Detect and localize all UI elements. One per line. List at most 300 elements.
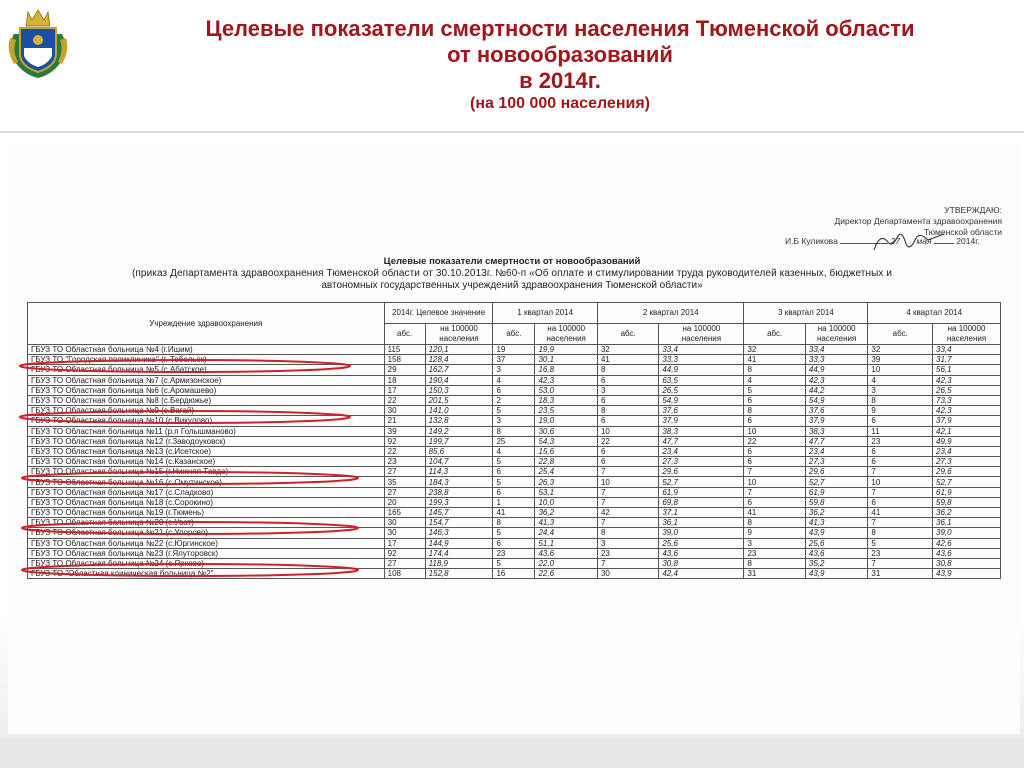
abs-cell: 10 xyxy=(868,477,933,487)
per100k-cell: 53,0 xyxy=(535,385,598,395)
header-q4: 4 квартал 2014 xyxy=(868,303,1001,324)
table-row xyxy=(28,497,1001,507)
per100k-cell: 37,6 xyxy=(659,406,744,416)
per100k-cell: 114,3 xyxy=(425,467,493,477)
abs-cell: 7 xyxy=(868,487,933,497)
per100k-cell: 199,7 xyxy=(425,436,493,446)
per100k-cell: 56,1 xyxy=(933,365,1001,375)
abs-cell: 23 xyxy=(384,457,425,467)
targets-table xyxy=(27,302,1001,579)
table-row xyxy=(28,508,1001,518)
per100k-cell: 61,9 xyxy=(933,487,1001,497)
abs-cell: 32 xyxy=(744,345,805,355)
per100k-cell: 30,6 xyxy=(535,426,598,436)
per100k-cell: 59,8 xyxy=(933,497,1001,507)
institution-cell: ГБУЗ ТО Областная больница №12 (г.Заводоуковск) xyxy=(28,436,385,446)
per100k-cell: 43,9 xyxy=(805,528,868,538)
per100k-cell: 18,3 xyxy=(535,395,598,405)
header-per100k: на 100000 населения xyxy=(933,324,1001,345)
abs-cell: 7 xyxy=(868,518,933,528)
slide-title xyxy=(110,16,1010,114)
per100k-cell: 61,9 xyxy=(659,487,744,497)
institution-cell: ГБУЗ ТО Областная больница №19 (г.Тюмень) xyxy=(28,508,385,518)
approval-line-1: УТВЕРЖДАЮ: xyxy=(944,205,1002,215)
abs-cell: 6 xyxy=(597,375,658,385)
abs-cell: 108 xyxy=(384,569,425,579)
per100k-cell: 43,6 xyxy=(933,548,1001,558)
institution-cell: ГБУЗ ТО Областная больница №21 (с.Упорово) xyxy=(28,528,385,538)
abs-cell: 21 xyxy=(384,416,425,426)
abs-cell: 23 xyxy=(868,436,933,446)
abs-cell: 7 xyxy=(868,467,933,477)
per100k-cell: 19,9 xyxy=(535,345,598,355)
abs-cell: 17 xyxy=(384,538,425,548)
abs-cell: 6 xyxy=(744,395,805,405)
abs-cell: 3 xyxy=(744,538,805,548)
abs-cell: 92 xyxy=(384,436,425,446)
abs-cell: 22 xyxy=(384,395,425,405)
abs-cell: 8 xyxy=(597,365,658,375)
per100k-cell: 44,9 xyxy=(805,365,868,375)
abs-cell: 30 xyxy=(384,518,425,528)
per100k-cell: 43,6 xyxy=(659,548,744,558)
abs-cell: 8 xyxy=(744,518,805,528)
per100k-cell: 25,6 xyxy=(805,538,868,548)
table-row xyxy=(28,467,1001,477)
abs-cell: 16 xyxy=(493,569,535,579)
per100k-cell: 44,9 xyxy=(659,365,744,375)
abs-cell: 158 xyxy=(384,355,425,365)
table-header-row-1 xyxy=(28,303,1001,324)
per100k-cell: 152,8 xyxy=(425,569,493,579)
institution-cell: ГБУЗ ТО Областная больница №7 (с.Армизонское) xyxy=(28,375,385,385)
title-divider xyxy=(0,131,1024,133)
institution-cell: ГБУЗ ТО Областная больница №10 (с.Викулово) xyxy=(28,416,385,426)
abs-cell: 8 xyxy=(868,395,933,405)
abs-cell: 42 xyxy=(597,508,658,518)
date-month: мая xyxy=(916,236,932,246)
per100k-cell: 36,1 xyxy=(659,518,744,528)
header-per100k: на 100000 населения xyxy=(535,324,598,345)
abs-cell: 10 xyxy=(744,477,805,487)
table-row xyxy=(28,416,1001,426)
per100k-cell: 37,9 xyxy=(659,416,744,426)
table-row xyxy=(28,569,1001,579)
per100k-cell: 43,9 xyxy=(933,569,1001,579)
per100k-cell: 146,3 xyxy=(425,528,493,538)
per100k-cell: 36,2 xyxy=(535,508,598,518)
abs-cell: 8 xyxy=(744,406,805,416)
abs-cell: 7 xyxy=(597,467,658,477)
abs-cell: 8 xyxy=(597,528,658,538)
per100k-cell: 26,3 xyxy=(535,477,598,487)
institution-cell: ГБУЗ ТО Областная больница №18 (с.Сорокино) xyxy=(28,497,385,507)
abs-cell: 37 xyxy=(493,355,535,365)
abs-cell: 6 xyxy=(744,446,805,456)
per100k-cell: 35,2 xyxy=(805,558,868,568)
institution-cell: ГБУЗ ТО "Областная клиническая больница №2" xyxy=(28,569,385,579)
institution-cell: ГБУЗ ТО Областная больница №4 (г.Ишим) xyxy=(28,345,385,355)
per100k-cell: 37,1 xyxy=(659,508,744,518)
per100k-cell: 118,9 xyxy=(425,558,493,568)
per100k-cell: 37,6 xyxy=(805,406,868,416)
per100k-cell: 27,3 xyxy=(933,457,1001,467)
abs-cell: 32 xyxy=(597,345,658,355)
per100k-cell: 39,0 xyxy=(659,528,744,538)
per100k-cell: 154,7 xyxy=(425,518,493,528)
per100k-cell: 63,5 xyxy=(659,375,744,385)
table-row xyxy=(28,548,1001,558)
table-row xyxy=(28,395,1001,405)
table-row xyxy=(28,365,1001,375)
per100k-cell: 37,9 xyxy=(805,416,868,426)
per100k-cell: 19,0 xyxy=(535,416,598,426)
per100k-cell: 29,6 xyxy=(933,467,1001,477)
per100k-cell: 190,4 xyxy=(425,375,493,385)
abs-cell: 8 xyxy=(597,406,658,416)
institution-cell: ГБУЗ ТО Областная больница №23 (г.Ялуторовск) xyxy=(28,548,385,558)
abs-cell: 23 xyxy=(868,548,933,558)
header-per100k: на 100000 населения xyxy=(805,324,868,345)
per100k-cell: 52,7 xyxy=(659,477,744,487)
per100k-cell: 174,4 xyxy=(425,548,493,558)
date-day: 27 xyxy=(890,236,901,246)
abs-cell: 6 xyxy=(868,457,933,467)
abs-cell: 6 xyxy=(744,416,805,426)
abs-cell: 7 xyxy=(597,497,658,507)
abs-cell: 7 xyxy=(597,487,658,497)
per100k-cell: 39,0 xyxy=(933,528,1001,538)
table-row xyxy=(28,375,1001,385)
per100k-cell: 29,6 xyxy=(805,467,868,477)
per100k-cell: 33,4 xyxy=(933,345,1001,355)
abs-cell: 22 xyxy=(384,446,425,456)
abs-cell: 22 xyxy=(597,436,658,446)
document-subheading-1: (приказ Департамента здравоохранения Тюменской области от 30.10.2013г. №60-п «Об оплате и стимулировании труда руководителей казенных, бюджетных и xyxy=(131,268,893,279)
title-line-2: от новообразований xyxy=(447,42,673,67)
per100k-cell: 104,7 xyxy=(425,457,493,467)
per100k-cell: 30,8 xyxy=(659,558,744,568)
institution-cell: ГБУЗ ТО Областная больница №6 (с.Аромашево) xyxy=(28,385,385,395)
per100k-cell: 201,5 xyxy=(425,395,493,405)
per100k-cell: 43,6 xyxy=(535,548,598,558)
header-abs: абс. xyxy=(384,324,425,345)
per100k-cell: 27,3 xyxy=(659,457,744,467)
table-row xyxy=(28,528,1001,538)
abs-cell: 3 xyxy=(868,385,933,395)
abs-cell: 25 xyxy=(493,436,535,446)
abs-cell: 27 xyxy=(384,487,425,497)
abs-cell: 5 xyxy=(493,457,535,467)
header-abs: абс. xyxy=(493,324,535,345)
abs-cell: 6 xyxy=(597,395,658,405)
per100k-cell: 23,4 xyxy=(659,446,744,456)
abs-cell: 6 xyxy=(493,385,535,395)
per100k-cell: 29,6 xyxy=(659,467,744,477)
per100k-cell: 59,8 xyxy=(805,497,868,507)
per100k-cell: 52,7 xyxy=(805,477,868,487)
abs-cell: 27 xyxy=(384,558,425,568)
abs-cell: 17 xyxy=(384,385,425,395)
per100k-cell: 22,6 xyxy=(535,569,598,579)
per100k-cell: 36,2 xyxy=(933,508,1001,518)
table-row xyxy=(28,477,1001,487)
abs-cell: 8 xyxy=(744,558,805,568)
per100k-cell: 33,3 xyxy=(659,355,744,365)
per100k-cell: 23,4 xyxy=(805,446,868,456)
abs-cell: 32 xyxy=(868,345,933,355)
per100k-cell: 15,6 xyxy=(535,446,598,456)
coat-of-arms-icon xyxy=(8,4,68,82)
per100k-cell: 42,3 xyxy=(933,375,1001,385)
abs-cell: 30 xyxy=(384,528,425,538)
abs-cell: 3 xyxy=(493,416,535,426)
abs-cell: 6 xyxy=(868,416,933,426)
abs-cell: 35 xyxy=(384,477,425,487)
per100k-cell: 23,4 xyxy=(933,446,1001,456)
abs-cell: 5 xyxy=(493,528,535,538)
per100k-cell: 128,4 xyxy=(425,355,493,365)
per100k-cell: 30,8 xyxy=(933,558,1001,568)
per100k-cell: 27,3 xyxy=(805,457,868,467)
per100k-cell: 42,4 xyxy=(659,569,744,579)
per100k-cell: 145,7 xyxy=(425,508,493,518)
per100k-cell: 33,4 xyxy=(805,345,868,355)
per100k-cell: 16,8 xyxy=(535,365,598,375)
per100k-cell: 44,2 xyxy=(805,385,868,395)
abs-cell: 30 xyxy=(597,569,658,579)
per100k-cell: 33,3 xyxy=(805,355,868,365)
per100k-cell: 43,9 xyxy=(805,569,868,579)
abs-cell: 5 xyxy=(493,558,535,568)
abs-cell: 41 xyxy=(744,355,805,365)
abs-cell: 4 xyxy=(744,375,805,385)
abs-cell: 3 xyxy=(493,365,535,375)
abs-cell: 29 xyxy=(384,365,425,375)
header-q2: 2 квартал 2014 xyxy=(597,303,744,324)
abs-cell: 10 xyxy=(868,365,933,375)
per100k-cell: 54,9 xyxy=(805,395,868,405)
abs-cell: 5 xyxy=(744,385,805,395)
abs-cell: 19 xyxy=(493,345,535,355)
document-heading: Целевые показатели смертности от новообразований xyxy=(383,256,641,267)
per100k-cell: 42,3 xyxy=(535,375,598,385)
abs-cell: 39 xyxy=(868,355,933,365)
header-abs: абс. xyxy=(597,324,658,345)
abs-cell: 23 xyxy=(597,548,658,558)
abs-cell: 39 xyxy=(384,426,425,436)
abs-cell: 2 xyxy=(493,395,535,405)
table-row xyxy=(28,518,1001,528)
abs-cell: 1 xyxy=(493,497,535,507)
table-row xyxy=(28,355,1001,365)
abs-cell: 10 xyxy=(744,426,805,436)
abs-cell: 5 xyxy=(868,538,933,548)
per100k-cell: 42,6 xyxy=(933,538,1001,548)
per100k-cell: 85,6 xyxy=(425,446,493,456)
header-q3: 3 квартал 2014 xyxy=(744,303,868,324)
abs-cell: 7 xyxy=(744,487,805,497)
abs-cell: 3 xyxy=(597,385,658,395)
abs-cell: 8 xyxy=(493,426,535,436)
document-subheading-2: автономных государственных учреждений здравоохранения Тюменской области» xyxy=(321,280,703,291)
per100k-cell: 54,3 xyxy=(535,436,598,446)
abs-cell: 30 xyxy=(384,406,425,416)
abs-cell: 41 xyxy=(868,508,933,518)
header-per100k: на 100000 населения xyxy=(425,324,493,345)
institution-cell: ГБУЗ ТО Областная больница №13 (с.Исетское) xyxy=(28,446,385,456)
per100k-cell: 23,5 xyxy=(535,406,598,416)
abs-cell: 41 xyxy=(597,355,658,365)
per100k-cell: 36,1 xyxy=(933,518,1001,528)
table-row xyxy=(28,345,1001,355)
abs-cell: 7 xyxy=(868,558,933,568)
date-year: 2014г. xyxy=(956,236,980,246)
per100k-cell: 38,3 xyxy=(805,426,868,436)
abs-cell: 11 xyxy=(868,426,933,436)
per100k-cell: 47,7 xyxy=(805,436,868,446)
per100k-cell: 69,8 xyxy=(659,497,744,507)
table-row xyxy=(28,538,1001,548)
per100k-cell: 47,7 xyxy=(659,436,744,446)
per100k-cell: 26,5 xyxy=(933,385,1001,395)
header-institution: Учреждение здравоохранения xyxy=(28,303,385,345)
per100k-cell: 144,9 xyxy=(425,538,493,548)
abs-cell: 4 xyxy=(493,375,535,385)
abs-cell: 27 xyxy=(384,467,425,477)
per100k-cell: 61,9 xyxy=(805,487,868,497)
abs-cell: 4 xyxy=(493,446,535,456)
abs-cell: 41 xyxy=(744,508,805,518)
institution-cell: ГБУЗ ТО Областная больница №22 (с.Юргинское) xyxy=(28,538,385,548)
institution-cell: ГБУЗ ТО Областная больница №5 (с.Абатское) xyxy=(28,365,385,375)
abs-cell: 8 xyxy=(493,518,535,528)
abs-cell: 7 xyxy=(597,518,658,528)
per100k-cell: 33,4 xyxy=(659,345,744,355)
institution-cell: ГБУЗ ТО Областная больница №11 (р.п Голышманово) xyxy=(28,426,385,436)
per100k-cell: 184,3 xyxy=(425,477,493,487)
abs-cell: 9 xyxy=(744,528,805,538)
header-target: 2014г. Целевое значение xyxy=(384,303,493,324)
abs-cell: 10 xyxy=(597,477,658,487)
abs-cell: 6 xyxy=(493,487,535,497)
table-row xyxy=(28,457,1001,467)
abs-cell: 115 xyxy=(384,345,425,355)
approval-line-3: Тюменской области xyxy=(923,227,1002,237)
per100k-cell: 22,0 xyxy=(535,558,598,568)
abs-cell: 23 xyxy=(744,548,805,558)
per100k-cell: 199,3 xyxy=(425,497,493,507)
abs-cell: 92 xyxy=(384,548,425,558)
abs-cell: 6 xyxy=(493,538,535,548)
per100k-cell: 25,6 xyxy=(659,538,744,548)
abs-cell: 31 xyxy=(744,569,805,579)
per100k-cell: 38,3 xyxy=(659,426,744,436)
abs-cell: 41 xyxy=(493,508,535,518)
signer-name: И.Б Куликова xyxy=(785,236,838,246)
per100k-cell: 150,3 xyxy=(425,385,493,395)
abs-cell: 165 xyxy=(384,508,425,518)
per100k-cell: 54,9 xyxy=(659,395,744,405)
abs-cell: 8 xyxy=(744,365,805,375)
abs-cell: 6 xyxy=(744,497,805,507)
per100k-cell: 238,8 xyxy=(425,487,493,497)
abs-cell: 5 xyxy=(493,406,535,416)
abs-cell: 6 xyxy=(868,446,933,456)
institution-cell: ГБУЗ ТО Областная больница №20 (с.Уват) xyxy=(28,518,385,528)
header-per100k: на 100000 населения xyxy=(659,324,744,345)
per100k-cell: 162,7 xyxy=(425,365,493,375)
per100k-cell: 37,9 xyxy=(933,416,1001,426)
abs-cell: 4 xyxy=(868,375,933,385)
institution-cell: ГБУЗ ТО Областная больница №9 (с.Вагай) xyxy=(28,406,385,416)
per100k-cell: 132,8 xyxy=(425,416,493,426)
abs-cell: 23 xyxy=(493,548,535,558)
handwritten-signature xyxy=(870,228,950,256)
table-row xyxy=(28,385,1001,395)
per100k-cell: 41,3 xyxy=(535,518,598,528)
institution-cell: ГБУЗ ТО Областная больница №24 (с.Ярково) xyxy=(28,558,385,568)
per100k-cell: 51,1 xyxy=(535,538,598,548)
per100k-cell: 149,2 xyxy=(425,426,493,436)
institution-cell: ГБУЗ ТО Областная больница №14 (с.Казанское) xyxy=(28,457,385,467)
abs-cell: 9 xyxy=(868,406,933,416)
per100k-cell: 41,3 xyxy=(805,518,868,528)
abs-cell: 20 xyxy=(384,497,425,507)
table-row xyxy=(28,436,1001,446)
abs-cell: 3 xyxy=(597,538,658,548)
institution-cell: ГБУЗ ТО Областная больница №15 (г.Нижняя Тавда) xyxy=(28,467,385,477)
title-line-1: Целевые показатели смертности населения Тюменской области xyxy=(205,16,915,41)
per100k-cell: 53,1 xyxy=(535,487,598,497)
per100k-cell: 31,7 xyxy=(933,355,1001,365)
header-q1: 1 квартал 2014 xyxy=(493,303,598,324)
abs-cell: 31 xyxy=(868,569,933,579)
per100k-cell: 52,7 xyxy=(933,477,1001,487)
approval-line-2: Директор Департамента здравоохранения xyxy=(834,216,1002,226)
per100k-cell: 43,6 xyxy=(805,548,868,558)
abs-cell: 5 xyxy=(493,477,535,487)
abs-cell: 7 xyxy=(744,467,805,477)
per100k-cell: 120,1 xyxy=(425,345,493,355)
abs-cell: 8 xyxy=(868,528,933,538)
abs-cell: 22 xyxy=(744,436,805,446)
abs-cell: 6 xyxy=(744,457,805,467)
abs-cell: 18 xyxy=(384,375,425,385)
header-abs: абс. xyxy=(744,324,805,345)
per100k-cell: 49,9 xyxy=(933,436,1001,446)
per100k-cell: 42,3 xyxy=(933,406,1001,416)
title-line-3: в 2014г. xyxy=(519,68,601,93)
per100k-cell: 73,3 xyxy=(933,395,1001,405)
table-row xyxy=(28,426,1001,436)
abs-cell: 6 xyxy=(597,457,658,467)
institution-cell: ГБУЗ ТО Областная больница №16 (с.Омутинское) xyxy=(28,477,385,487)
abs-cell: 6 xyxy=(868,497,933,507)
per100k-cell: 36,2 xyxy=(805,508,868,518)
table-row xyxy=(28,487,1001,497)
per100k-cell: 25,4 xyxy=(535,467,598,477)
per100k-cell: 22,8 xyxy=(535,457,598,467)
footer-band xyxy=(0,738,1024,768)
abs-cell: 6 xyxy=(597,416,658,426)
table-row xyxy=(28,446,1001,456)
abs-cell: 7 xyxy=(597,558,658,568)
per100k-cell: 42,1 xyxy=(933,426,1001,436)
per100k-cell: 24,4 xyxy=(535,528,598,538)
header-abs: абс. xyxy=(868,324,933,345)
institution-cell: ГБУЗ ТО Областная больница №8 (с.Бердюжье) xyxy=(28,395,385,405)
